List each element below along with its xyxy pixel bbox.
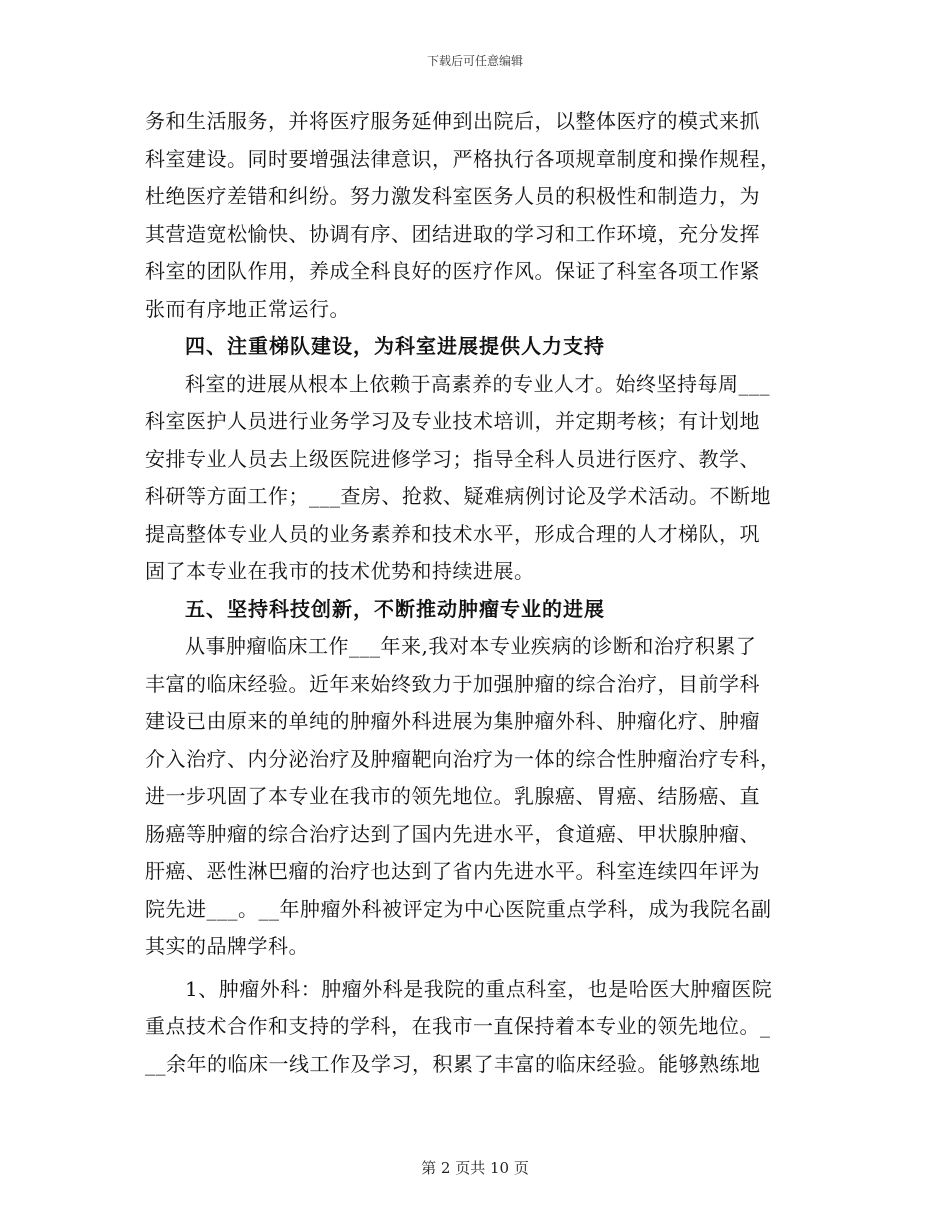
paragraph-line: 肠癌等肿瘤的综合治疗达到了国内先进水平，食道癌、甲状腺肿瘤、 <box>145 821 760 846</box>
paragraph-line: 1、肿瘤外科：肿瘤外科是我院的重点科室，也是哈医大肿瘤医院 <box>185 976 773 1001</box>
paragraph-line: __余年的临床一线工作及学习，积累了丰富的临床经验。能够熟练地 <box>145 1051 761 1076</box>
paragraph-line: 科室建设。同时要增强法律意识，严格执行各项规章制度和操作规程， <box>145 146 781 171</box>
paragraph-line: 科室的进展从根本上依赖于高素养的专业人才。始终坚持每周___ <box>185 371 770 396</box>
paragraph-line: 院先进___。__年肿瘤外科被评定为中心医院重点学科，成为我院名副 <box>145 896 772 921</box>
paragraph-line: 张而有序地正常运行。 <box>145 296 350 321</box>
paragraph-line: 安排专业人员去上级医院进修学习；指导全科人员进行医疗、教学、 <box>145 446 760 471</box>
section-heading-5: 五、坚持科技创新，不断推动肿瘤专业的进展 <box>185 596 605 621</box>
paragraph-line: 科研等方面工作；___查房、抢救、疑难病例讨论及学术活动。不断地 <box>145 484 771 508</box>
paragraph-line: 介入治疗、内分泌治疗及肿瘤靶向治疗为一体的综合性肿瘤治疗专科， <box>145 746 781 771</box>
paragraph-line: 进一步巩固了本专业在我市的领先地位。乳腺癌、胃癌、结肠癌、直 <box>145 784 760 808</box>
paragraph-line: 杜绝医疗差错和纠纷。努力激发科室医务人员的积极性和制造力，为 <box>145 184 760 208</box>
paragraph-line: 科室医护人员进行业务学习及专业技术培训，并定期考核；有计划地 <box>145 409 760 433</box>
paragraph-line: 提高整体专业人员的业务素养和技术水平，形成合理的人才梯队，巩 <box>145 521 760 546</box>
paragraph-line: 其实的品牌学科。 <box>145 934 309 958</box>
paragraph-line: 固了本专业在我市的技术优势和持续进展。 <box>145 559 535 583</box>
paragraph-line: 务和生活服务，并将医疗服务延伸到出院后，以整体医疗的模式来抓 <box>145 109 760 133</box>
document-body <box>145 103 805 1083</box>
paragraph-line: 肝癌、恶性淋巴瘤的治疗也达到了省内先进水平。科室连续四年评为 <box>145 859 760 883</box>
paragraph-line: 建设已由原来的单纯的肿瘤外科进展为集肿瘤外科、肿瘤化疗、肿瘤 <box>145 709 760 733</box>
page-header: 下载后可任意编辑 <box>426 54 523 68</box>
paragraph-line: 从事肿瘤临床工作___年来,我对本专业疾病的诊断和治疗积累了 <box>185 634 757 658</box>
paragraph-line: 其营造宽松愉快、协调有序、团结进取的学习和工作环境，充分发挥 <box>145 221 760 246</box>
section-heading-4: 四、注重梯队建设，为科室进展提供人力支持 <box>185 334 605 358</box>
paragraph-line: 重点技术合作和支持的学科，在我市一直保持着本专业的领先地位。_ <box>145 1014 771 1038</box>
paragraph-line: 丰富的临床经验。近年来始终致力于加强肿瘤的综合治疗，目前学科 <box>145 671 760 696</box>
paragraph-line: 科室的团队作用，养成全科良好的医疗作风。保证了科室各项工作紧 <box>145 259 760 283</box>
page-number: 第 2 页共 10 页 <box>421 1159 529 1177</box>
